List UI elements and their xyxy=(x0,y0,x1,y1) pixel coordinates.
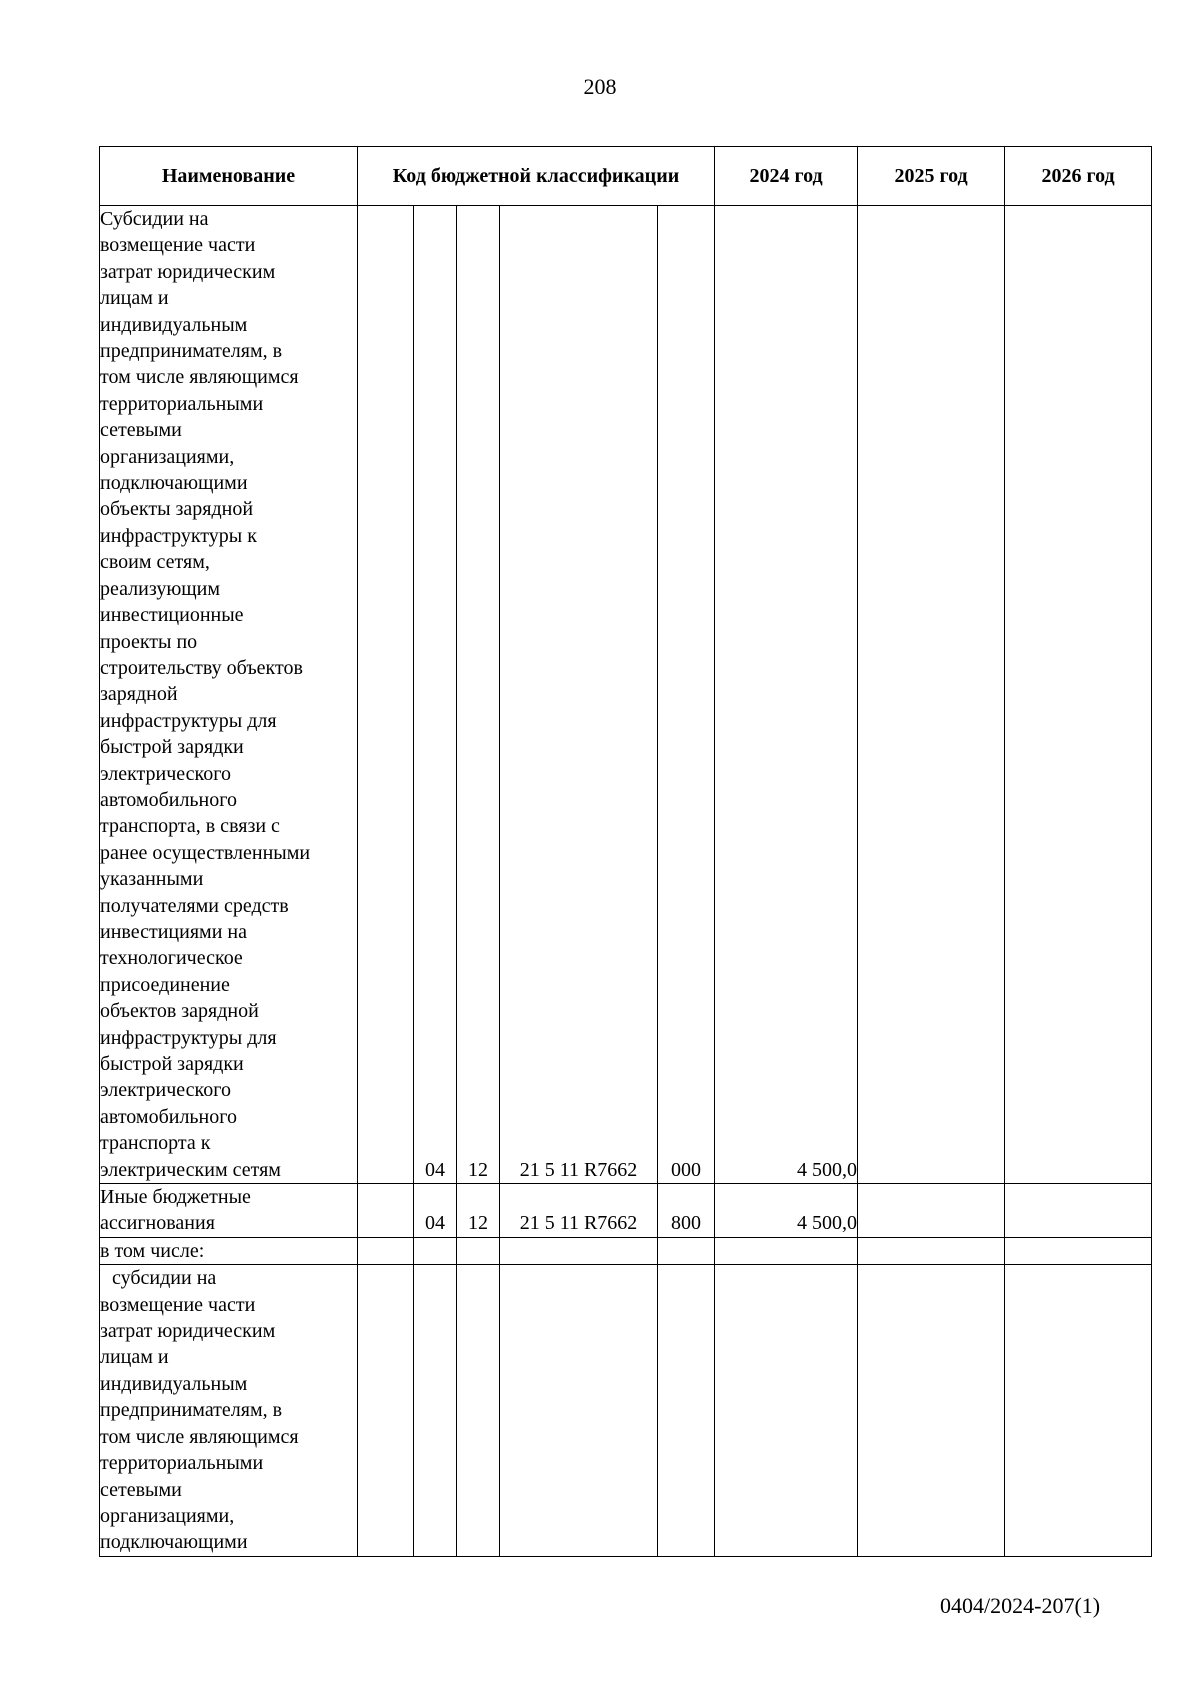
row-name: Иные бюджетные ассигнования xyxy=(100,1184,358,1238)
header-code: Код бюджетной классификации xyxy=(358,147,715,206)
page-number: 208 xyxy=(583,74,617,99)
cell-target: 21 5 11 R7662 xyxy=(500,206,658,1184)
cell-2025 xyxy=(858,1184,1005,1238)
cell-target: 21 5 11 R7662 xyxy=(500,1184,658,1238)
header-2024: 2024 год xyxy=(715,147,858,206)
document-code: 0404/2024-207(1) xyxy=(940,1593,1101,1618)
header-row xyxy=(100,147,1152,206)
cell-subsection: 12 xyxy=(457,206,500,1184)
header-2026: 2026 год xyxy=(1005,147,1152,206)
cell-ministry xyxy=(358,206,414,1184)
cell-2025 xyxy=(858,206,1005,1184)
table-row xyxy=(100,206,1152,1184)
cell-section: 04 xyxy=(414,1184,457,1238)
budget-table xyxy=(99,146,1152,1557)
cell-2026 xyxy=(1005,206,1152,1184)
cell-2024: 4 500,0 xyxy=(715,1184,858,1238)
row-name: субсидии на возмещение части затрат юридическим лицам и индивидуальным предпринимателям, в том числе являющимся территориальными сетевыми организациями, подключающими xyxy=(100,1265,358,1556)
cell-expense: 000 xyxy=(658,206,715,1184)
cell-section: 04 xyxy=(414,206,457,1184)
row-name: в том числе: xyxy=(100,1237,358,1264)
row-name: Субсидии на возмещение части затрат юридическим лицам и индивидуальным предпринимателям, в том числе являющимся территориальными сетевыми организациями, подключающими объекты зарядной инфраструктуры к своим сетям, реализующим инвестиционные проекты по строительству объектов зарядной инфраструктуры для быстрой зарядки электрического автомобильного транспорта, в связи с ранее осуществленными указанными получателями средств инвестициями на технологическое присоединение объектов зарядной инфраструктуры для быстрой зарядки электрического автомобильного транспорта к электрическим сетям xyxy=(100,206,358,1184)
header-name: Наименование xyxy=(100,147,358,206)
header-2025: 2025 год xyxy=(858,147,1005,206)
cell-subsection: 12 xyxy=(457,1184,500,1238)
table-row xyxy=(100,1265,1152,1556)
cell-2026 xyxy=(1005,1184,1152,1238)
table-row xyxy=(100,1184,1152,1238)
cell-2024: 4 500,0 xyxy=(715,206,858,1184)
cell-ministry xyxy=(358,1184,414,1238)
table-row xyxy=(100,1237,1152,1264)
cell-expense: 800 xyxy=(658,1184,715,1238)
